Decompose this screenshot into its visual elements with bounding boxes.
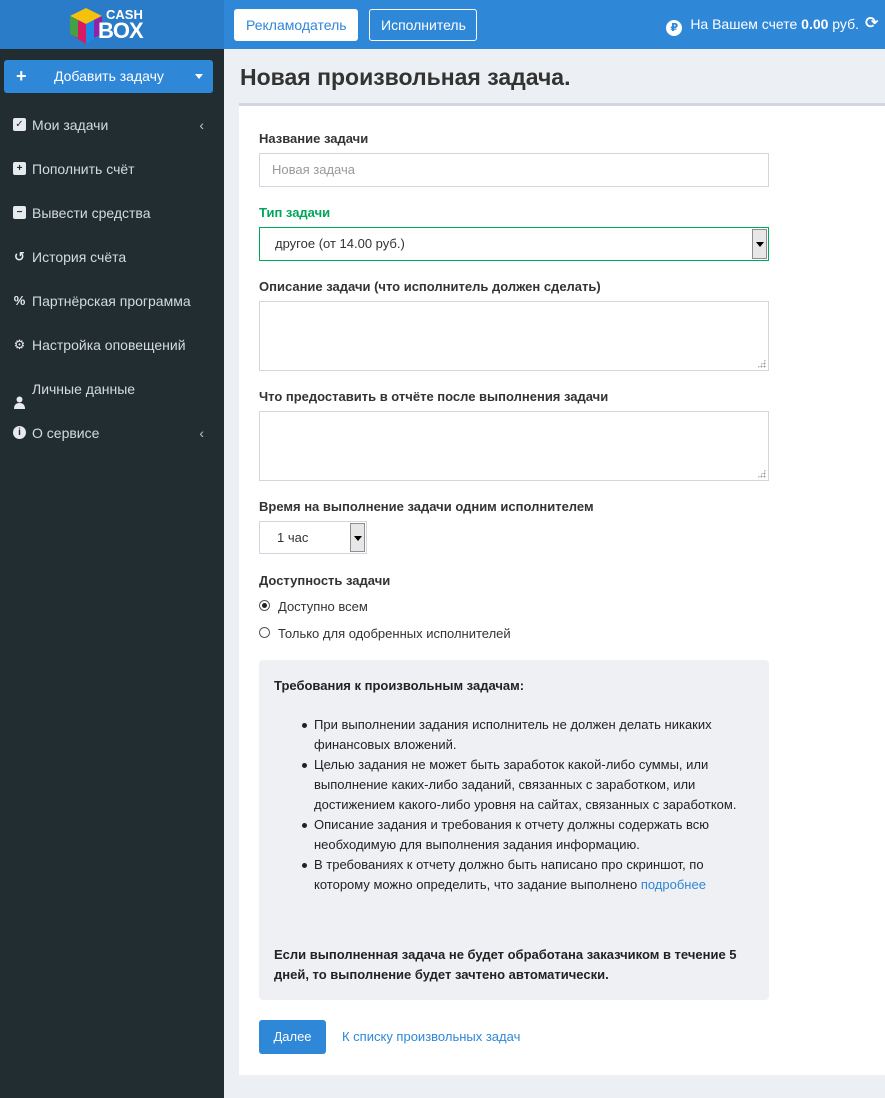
list-item [314, 855, 754, 895]
cashbox-logo[interactable] [68, 6, 158, 44]
time-value: 1 час [277, 530, 309, 545]
more-link[interactable]: подробнее [640, 877, 706, 892]
chevron-left-icon: ‹ [199, 425, 204, 441]
logo-text [98, 6, 143, 42]
user-icon [13, 382, 26, 395]
next-button[interactable]: Далее [259, 1020, 326, 1054]
sidebar [0, 49, 224, 1098]
advertiser-button[interactable]: Рекламодатель [234, 9, 358, 41]
sidebar-item-profile[interactable] [0, 367, 224, 411]
task-name-input[interactable]: Новая задача [259, 153, 769, 187]
sidebar-item-label: Настройка оповещений [32, 337, 186, 353]
description-label: Описание задачи (что исполнитель должен сделать) [259, 279, 601, 294]
dropdown-arrow-icon[interactable] [752, 229, 767, 259]
requirements-title: Требования к произвольным задачам: [274, 678, 525, 693]
logo-line1: CASH [106, 7, 143, 22]
auto-accept-note: Если выполненная задача не будет обработана заказчиком в течение 5 дней, то выполнение будет зачтено автоматически. [274, 947, 737, 982]
caret-down-icon [195, 74, 203, 79]
add-task-button[interactable] [4, 60, 213, 93]
percent-icon: % [13, 293, 26, 308]
list-item: При выполнении задания исполнитель не должен делать никаких финансовых вложений. [314, 715, 754, 755]
time-label: Время на выполнение задачи одним исполнителем [259, 499, 594, 514]
sidebar-item-label: Вывести средства [32, 205, 151, 221]
task-type-select[interactable] [259, 227, 769, 261]
radio-button-checked[interactable] [259, 600, 270, 611]
ruble-icon: ₽ [666, 20, 682, 36]
availability-label: Доступность задачи [259, 573, 391, 588]
back-to-list-link[interactable]: К списку произвольных задач [342, 1029, 521, 1044]
list-item: Описание задания и требования к отчету должны содержать всю необходимую для выполнения задания информацию. [314, 815, 754, 855]
chevron-left-icon: ‹ [199, 117, 204, 133]
resize-grip-icon[interactable] [757, 359, 766, 368]
checkbox-icon: ✓ [13, 118, 26, 131]
dropdown-arrow-icon[interactable] [350, 523, 365, 552]
balance-amount: 0.00 [801, 16, 829, 32]
gears-icon: ⚙ [13, 337, 26, 352]
sidebar-item-about[interactable] [0, 411, 224, 455]
balance-prefix: На Вашем счете [690, 16, 798, 32]
report-textarea[interactable] [259, 411, 769, 481]
list-item-text: В требованиях к отчету должно быть написано про скриншот, по которому можно определить, что задание выполнено [314, 857, 704, 892]
plus-icon: + [16, 66, 27, 86]
report-label: Что предоставить в отчёте после выполнения задачи [259, 389, 609, 404]
info-icon: i [13, 426, 26, 439]
radio-button-unchecked[interactable] [259, 627, 270, 638]
radio-label: Только для одобренных исполнителей [278, 626, 511, 641]
refresh-icon[interactable]: ⟳ [865, 15, 879, 32]
sidebar-item-label: История счёта [32, 249, 127, 265]
minus-square-icon: − [13, 206, 26, 219]
page-title: Новая произвольная задача. [240, 64, 571, 90]
requirements-list [314, 715, 754, 895]
logo-area [0, 0, 224, 49]
sidebar-item-withdraw[interactable] [0, 191, 224, 235]
sidebar-item-notifications[interactable] [0, 323, 224, 367]
resize-grip-icon[interactable] [757, 469, 766, 478]
list-item: Целью задания не может быть заработок какой-либо суммы, или выполнение каких-либо заданий, связанных с заработком, или достижением какого-либо уровня на сайтах, связанных с заработком. [314, 755, 754, 815]
plus-square-icon: + [13, 162, 26, 175]
balance-currency: руб. [832, 16, 859, 32]
task-type-label: Тип задачи [259, 205, 331, 220]
sidebar-item-history[interactable] [0, 235, 224, 279]
top-navbar [0, 0, 885, 49]
sidebar-item-top-up[interactable] [0, 147, 224, 191]
logo-line2: BOX [98, 18, 143, 43]
requirements-box [259, 660, 769, 1000]
task-name-label: Название задачи [259, 131, 369, 146]
time-select[interactable] [259, 521, 367, 554]
user-icon-svg [13, 396, 26, 409]
sidebar-item-label: Партнёрская программа [32, 293, 191, 309]
sidebar-item-partner[interactable] [0, 279, 224, 323]
account-balance [666, 0, 859, 49]
add-task-label: Добавить задачу [54, 68, 164, 84]
sidebar-item-label: Мои задачи [32, 117, 109, 133]
sidebar-item-label: О сервисе [32, 425, 100, 441]
description-textarea[interactable] [259, 301, 769, 371]
executor-button[interactable]: Исполнитель [369, 9, 477, 41]
radio-label: Доступно всем [278, 599, 368, 614]
history-icon: ↺ [14, 249, 25, 264]
sidebar-item-label: Личные данные [32, 381, 136, 397]
sidebar-item-label: Пополнить счёт [32, 161, 135, 177]
sidebar-item-my-tasks[interactable] [0, 103, 224, 147]
task-type-value: другое (от 14.00 руб.) [275, 236, 405, 251]
